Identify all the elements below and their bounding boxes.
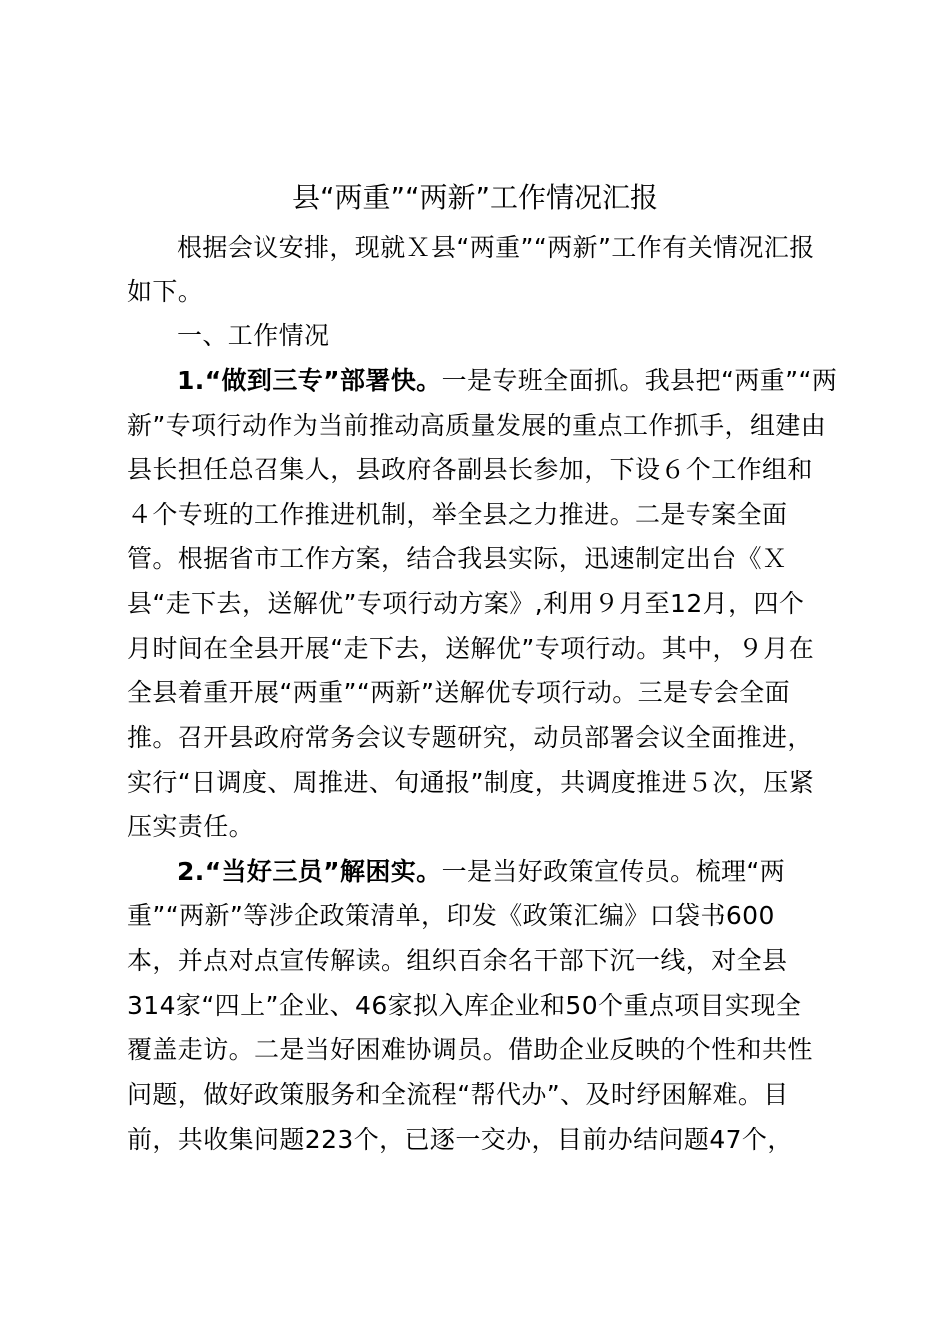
paragraph-line: 全县着重开展“两重”“两新”送解优专项行动。三是专会全面 <box>127 678 791 707</box>
paragraph-line: 月时间在全县开展“走下去，送解优”专项行动。其中，９月在 <box>127 634 815 663</box>
paragraph-line <box>177 854 785 890</box>
paragraph-text: 一是当好政策宣传员。梳理“两 <box>441 857 786 886</box>
paragraph-line: 县长担任总召集人，县政府各副县长参加，下设６个工作组和 <box>127 455 813 484</box>
paragraph-heading: 1.“做到三专”部署快。 <box>177 366 442 395</box>
paragraph-line: 压实责任。 <box>127 812 255 841</box>
paragraph-line: 推。召开县政府常务会议专题研究，动员部署会议全面推进， <box>127 723 813 752</box>
paragraph-line: 本，并点对点宣传解读。组织百余名干部下沉一线，对全县 <box>127 946 788 975</box>
paragraph-line: 实行“日调度、周推进、旬通报”制度，共调度推进５次，压紧 <box>127 768 815 797</box>
paragraph-line: 覆盖走访。二是当好困难协调员。借助企业反映的个性和共性 <box>127 1035 813 1064</box>
intro-line: 根据会议安排，现就Ｘ县“两重”“两新”工作有关情况汇报 <box>177 233 815 262</box>
paragraph-line: 前，共收集问题223个，已逐一交办，目前办结问题47个， <box>127 1125 793 1154</box>
paragraph-line: 问题，做好政策服务和全流程“帮代办”、及时纾困解难。目 <box>127 1080 789 1109</box>
document-title: 县“两重”“两新”工作情况汇报 <box>291 181 659 214</box>
paragraph-line: 县“走下去，送解优”专项行动方案》,利用９月至12月，四个 <box>127 589 805 618</box>
paragraph-line <box>177 363 837 399</box>
paragraph-heading: 2.“当好三员”解困实。 <box>177 857 442 886</box>
paragraph-text: 一是专班全面抓。我县把“两重”“两 <box>441 366 838 395</box>
paragraph-line: 新”专项行动作为当前推动高质量发展的重点工作抓手，组建由 <box>127 411 827 440</box>
paragraph-line: 管。根据省市工作方案，结合我县实际，迅速制定出台《Ｘ <box>127 544 788 573</box>
section-heading: 一、工作情况 <box>177 321 330 350</box>
intro-line: 如下。 <box>127 277 204 306</box>
paragraph-line: 重”“两新”等涉企政策清单，印发《政策汇编》口袋书600 <box>127 901 775 930</box>
paragraph-line: 314家“四上”企业、46家拟入库企业和50个重点项目实现全 <box>127 991 802 1020</box>
paragraph-line: ４个专班的工作推进机制，举全县之力推进。二是专案全面 <box>127 500 788 529</box>
